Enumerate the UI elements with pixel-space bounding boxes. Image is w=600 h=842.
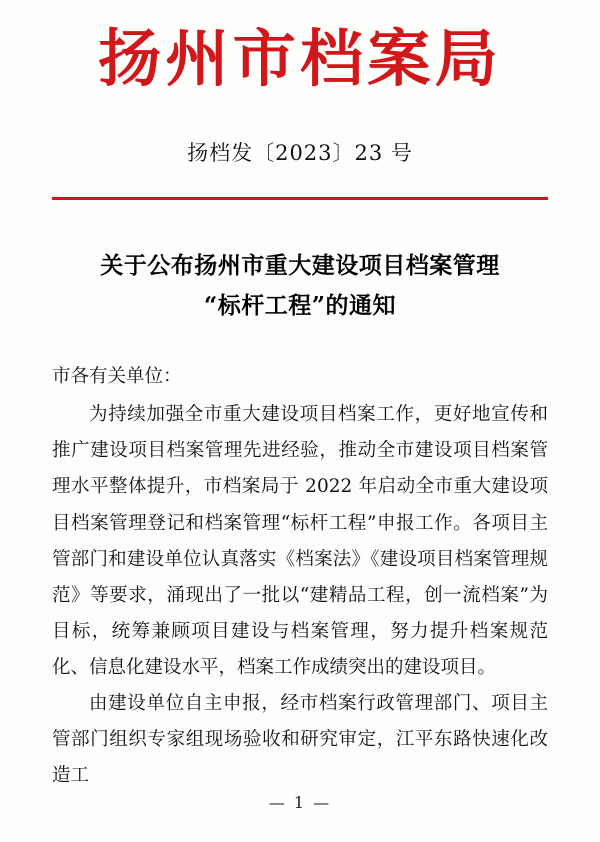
body-paragraph-2: 由建设单位自主申报，经市档案行政管理部门、项目主管部门组织专家组现场验收和研究审定，江平东路快速化改造工 [52, 692, 548, 786]
red-separator-rule [52, 197, 548, 200]
page-title [52, 246, 548, 325]
issuing-authority-title: 扬州市档案局 [98, 22, 502, 95]
page-number-footer: — 1 — [268, 793, 332, 812]
page-title-line-2: “标杆工程”的通知 [204, 291, 396, 319]
document-body [52, 359, 548, 794]
salutation: 市各有关单位： [52, 366, 182, 388]
page-title-line-1: 关于公布扬州市重大建设项目档案管理 [100, 252, 500, 280]
document-number: 扬档发〔2023〕23 号 [187, 141, 413, 166]
body-paragraph-1: 为持续加强全市重大建设项目档案工作，更好地宣传和推广建设项目档案管理先进经验，推动全市建设项目档案管理水平整体提升，市档案局于 2022 年启动全市重大建设项目档案管理登记和档案管理“标杆工程”申报工作。各项目主管部门和建设单位认真落实《档案法》《建设项目档案管理规范》等要求，涌现出了一批以“建精品工程，创一流档案”为目标，统筹兼顾项目建设与档案管理，努力提升档案规范化、信息化建设水平，档案工作成绩突出的建设项目。 [52, 404, 548, 678]
masthead [52, 0, 548, 95]
